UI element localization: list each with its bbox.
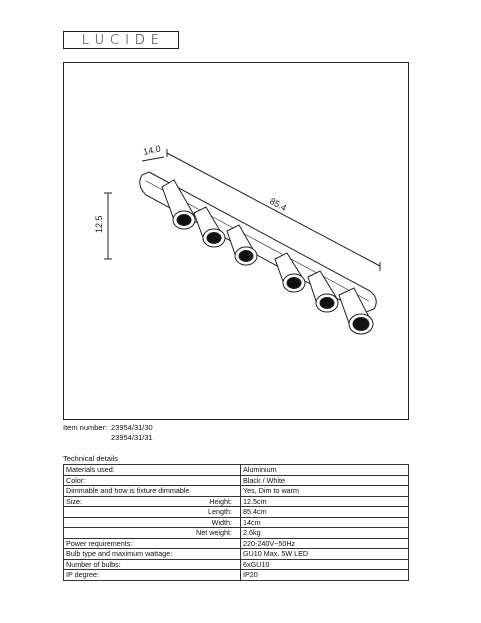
spec-label-cell: Color: <box>64 475 241 486</box>
spec-value: 12.5cm <box>241 496 409 507</box>
product-drawing-svg <box>64 63 410 421</box>
spec-sublabel: Width: <box>211 517 232 527</box>
spec-value: 14cm <box>241 517 409 528</box>
spec-value: 6xGU10 <box>241 559 409 570</box>
spec-sublabel: Length: <box>208 507 232 517</box>
technical-details-table <box>63 464 409 581</box>
spec-sublabel: Net weight: <box>196 528 232 538</box>
spotlight-3 <box>227 225 257 265</box>
spotlight-5 <box>308 271 338 312</box>
spec-label <box>66 518 154 527</box>
spec-row <box>64 486 409 497</box>
spotlights <box>162 180 373 334</box>
spec-row <box>64 570 409 581</box>
spec-row <box>64 559 409 570</box>
spec-label-cell: IP degree: <box>64 570 241 581</box>
spec-label-cell <box>64 528 241 539</box>
depth-dimension-line <box>142 157 164 161</box>
length-label: 85.4 <box>268 195 289 213</box>
depth-label: 14.0 <box>142 143 162 157</box>
brand-logo-text: LUCIDE <box>81 32 166 48</box>
spec-value: GU10 Max. 5W LED <box>241 549 409 560</box>
spec-label-cell: Materials used: <box>64 465 241 476</box>
spec-sublabel: Height: <box>209 496 232 506</box>
product-drawing <box>63 62 409 420</box>
item-number-block <box>63 423 153 443</box>
spec-value: Black / White <box>241 475 409 486</box>
spec-value: Aluminium <box>241 465 409 476</box>
spec-label <box>66 528 154 537</box>
spec-label-cell <box>64 517 241 528</box>
item-number-1: 23954/31/30 <box>111 423 153 432</box>
spec-row <box>64 549 409 560</box>
spec-label-cell: Number of bulbs: <box>64 559 241 570</box>
spec-value: 85.4cm <box>241 507 409 518</box>
spec-label <box>66 507 154 516</box>
spotlight-2 <box>194 207 225 247</box>
spotlight-4 <box>275 253 305 292</box>
spec-value: Yes, Dim to warm <box>241 486 409 497</box>
technical-details-title: Technical details <box>63 454 119 463</box>
spec-value: 220-240V~50Hz <box>241 538 409 549</box>
spec-row <box>64 465 409 476</box>
spec-value: 2.6kg <box>241 528 409 539</box>
spec-label-cell <box>64 496 241 507</box>
spec-label-cell: Power requirements: <box>64 538 241 549</box>
spec-label-cell: Bulb type and maximum wattage: <box>64 549 241 560</box>
spec-value: IP20 <box>241 570 409 581</box>
brand-logo <box>63 31 179 49</box>
spec-label: Size: <box>66 496 82 506</box>
spec-label-cell: Dimmable and how is fixture dimmable <box>64 486 241 497</box>
spec-row <box>64 528 409 539</box>
item-number-label: Item number: <box>63 423 108 432</box>
height-label: 12.5 <box>94 215 104 233</box>
spec-row <box>64 475 409 486</box>
spec-label-cell <box>64 507 241 518</box>
spec-row <box>64 538 409 549</box>
item-number-2: 23954/31/31 <box>111 433 153 442</box>
spec-row <box>64 507 409 518</box>
spec-row <box>64 496 409 507</box>
spec-row <box>64 517 409 528</box>
